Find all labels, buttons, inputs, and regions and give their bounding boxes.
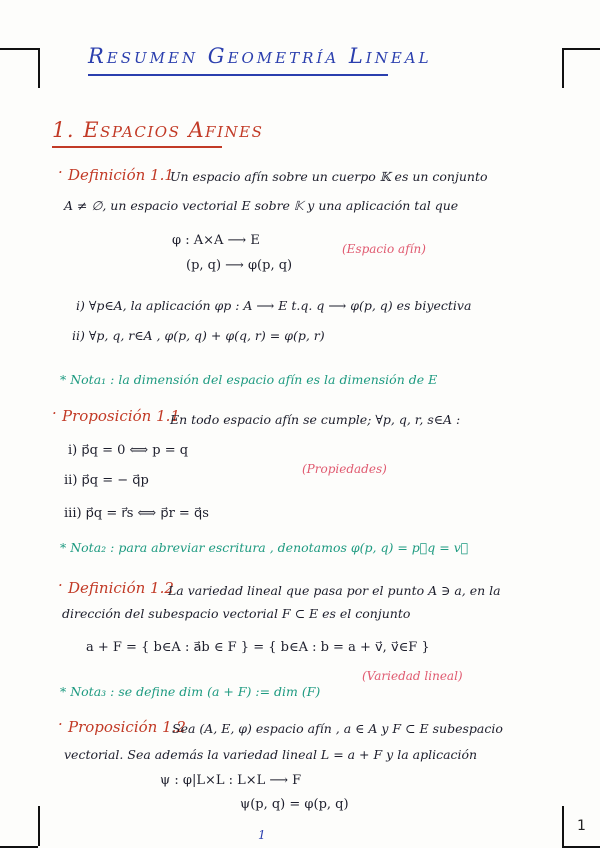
prop12-label: Proposición 1.2 — [68, 718, 186, 736]
nota3: * Nota₃ : se define dim (a + F) := dim (F) — [60, 684, 321, 699]
handwritten-page-number: 1 — [258, 828, 266, 842]
prop11-line1: En todo espacio afín se cumple; ∀p, q, r, s∈A : — [170, 412, 461, 427]
def12-label: Definición 1.2 — [68, 579, 174, 597]
section-underline — [52, 146, 222, 148]
prop12-line2: vectorial. Sea además la variedad lineal L = a + F y la aplicación — [64, 747, 478, 762]
title-underline — [88, 74, 388, 76]
def12-line2: dirección del subespacio vectorial F ⊂ E es el conjunto — [62, 606, 411, 621]
prop11-i: i) p⃗q = 0 ⟺ p = q — [68, 443, 189, 458]
prop12-line1: Sea (A, E, φ) espacio afín , a ∈ A y F ⊂ E subespacio — [172, 721, 503, 736]
page-title: Resumen Geometría Lineal — [88, 44, 432, 68]
prop11-side-note: (Propiedades) — [302, 462, 387, 476]
def11-label: Definición 1.1 — [68, 166, 174, 184]
corner-bottom-left-v — [38, 806, 40, 846]
def12-bullet: · — [58, 576, 63, 594]
prop11-iii: iii) p⃗q = r⃗s ⟺ p⃗r = q⃗s — [64, 506, 209, 521]
corner-top-right — [562, 48, 600, 50]
nota2: * Nota₂ : para abreviar escritura , denotamos φ(p, q) = p⃗q = v⃗ — [60, 540, 469, 555]
def11-map2: (p, q) ⟶ φ(p, q) — [186, 258, 293, 273]
corner-top-left-v — [38, 48, 40, 88]
corner-bottom-right-v — [562, 806, 564, 846]
prop11-label: Proposición 1.1 — [62, 407, 180, 425]
def12-side-note: (Variedad lineal) — [362, 669, 463, 683]
prop12-map2: ψ(p, q) = φ(p, q) — [240, 797, 349, 812]
def11-bullet: · — [58, 163, 63, 181]
def11-cond2: ii) ∀p, q, r∈A , φ(p, q) + φ(q, r) = φ(p, r) — [72, 328, 325, 343]
prop12-bullet: · — [58, 715, 63, 733]
section-title: 1. Espacios Afines — [52, 118, 264, 142]
prop11-bullet: · — [52, 404, 57, 422]
nota1: * Nota₁ : la dimensión del espacio afín es la dimensión de E — [60, 372, 438, 387]
prop11-ii: ii) p⃗q = − q⃗p — [64, 473, 149, 488]
def11-line2: A ≠ ∅, un espacio vectorial E sobre 𝕂 y una aplicación tal que — [64, 198, 459, 213]
def11-map1: φ : A×A ⟶ E — [172, 233, 260, 248]
def11-side-note: (Espacio afín) — [342, 242, 426, 256]
prop12-map1: ψ : φ|L×L : L×L ⟶ F — [160, 773, 302, 788]
def12-line1: La variedad lineal que pasa por el punto A ∋ a, en la — [168, 583, 501, 598]
def12-formula: a + F = { b∈A : a⃗b ∈ F } = { b∈A : b = a + v⃗, v⃗∈F } — [86, 640, 430, 655]
def11-line1: Un espacio afín sobre un cuerpo 𝕂 es un conjunto — [170, 169, 488, 184]
corner-top-left — [0, 48, 38, 90]
corner-top-right-v — [562, 48, 564, 88]
def11-cond1: i) ∀p∈A, la aplicación φp : A ⟶ E t.q. q ⟶ φ(p, q) es biyectiva — [76, 298, 472, 313]
page-number: 1 — [577, 818, 586, 834]
